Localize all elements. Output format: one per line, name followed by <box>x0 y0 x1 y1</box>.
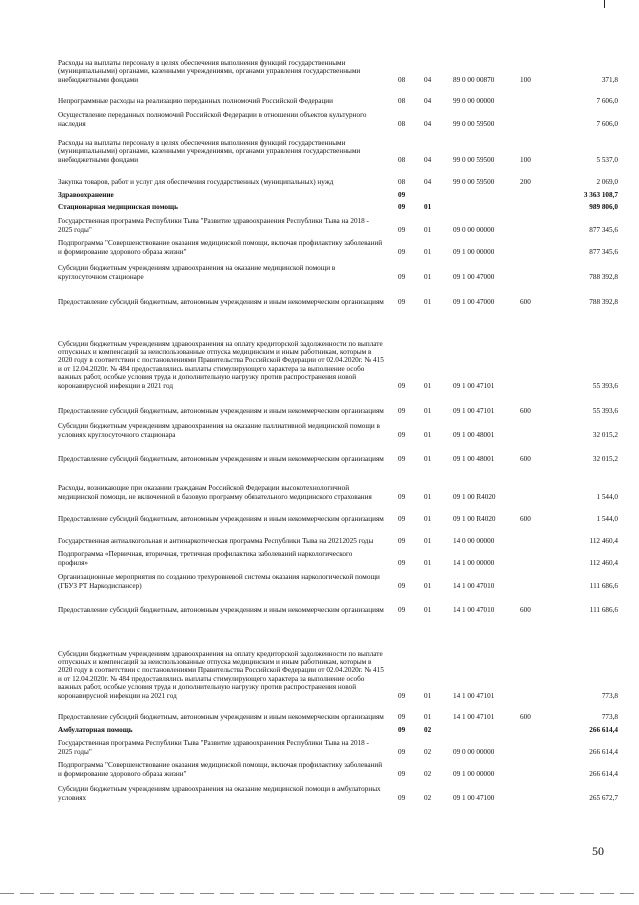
row-expense-type-code: 100 <box>520 75 531 84</box>
table-row <box>58 721 618 734</box>
row-amount: 1 544,0 <box>596 492 618 501</box>
row-amount: 788 392,8 <box>589 297 618 306</box>
row-section-code: 09 <box>398 605 406 614</box>
row-amount: 32 015,2 <box>592 430 618 439</box>
row-amount: 877 345,6 <box>589 225 618 234</box>
row-subsection-code: 01 <box>424 514 432 523</box>
row-section-code: 09 <box>398 691 406 700</box>
row-amount: 266 614,4 <box>589 747 618 756</box>
row-target-article-code: 14 0 00 00000 <box>453 536 495 545</box>
row-subsection-code: 01 <box>424 691 432 700</box>
row-amount: 7 606,0 <box>596 96 618 105</box>
row-description: Предоставление субсидий бюджетным, автономным учреждениям и иным некоммерческим организациям <box>58 406 384 415</box>
row-subsection-code: 01 <box>424 712 432 721</box>
table-row <box>58 463 618 501</box>
table-row <box>58 523 618 545</box>
row-description: Непрограммные расходы на реализацию переданных полномочий Российской Федерации <box>58 96 333 105</box>
row-section-code: 09 <box>398 514 406 523</box>
row-section-code: 08 <box>398 155 406 164</box>
table-row <box>58 48 618 84</box>
row-section-code: 08 <box>398 75 406 84</box>
row-amount: 111 686,6 <box>589 605 618 614</box>
row-description: Осуществление переданных полномочий Российской Федерации в отношении объектов культурного наследия <box>58 111 367 128</box>
row-amount: 989 806,0 <box>589 202 618 211</box>
row-subsection-code: 04 <box>424 96 432 105</box>
row-description: Подпрограмма "Совершенствование оказания медицинской помощи, включая профилактику заболеваний и формирование здорового образа жизни" <box>58 761 383 778</box>
row-amount: 111 686,6 <box>589 581 618 590</box>
scan-mark <box>604 0 605 8</box>
row-target-article-code: 99 0 00 59500 <box>453 119 495 128</box>
row-subsection-code: 02 <box>424 793 432 802</box>
row-section-code: 09 <box>398 247 406 256</box>
row-target-article-code: 09 1 00 47101 <box>453 406 495 415</box>
row-target-article-code: 14 1 00 47010 <box>453 605 495 614</box>
row-amount: 3 363 108,7 <box>583 190 618 199</box>
row-amount: 55 393,6 <box>592 381 618 390</box>
row-target-article-code: 09 1 00 R4020 <box>453 492 496 501</box>
row-subsection-code: 01 <box>424 430 432 439</box>
row-subsection-code: 01 <box>424 558 432 567</box>
row-description: Стационарная медицинская помощь <box>58 202 178 211</box>
row-target-article-code: 09 0 00 00000 <box>453 225 495 234</box>
row-amount: 877 345,6 <box>589 247 618 256</box>
row-section-code: 08 <box>398 96 406 105</box>
row-description: Субсидии бюджетным учреждениям здравоохранения на оказание медицинской помощи в круглосуточном стационаре <box>58 264 336 281</box>
row-description: Субсидии бюджетным учреждениям здравоохранения на оказание паллиативной медицинской помощи в условиях круглосуточного стационара <box>58 422 380 439</box>
row-target-article-code: 09 1 00 R4020 <box>453 514 496 523</box>
row-target-article-code: 14 1 00 00000 <box>453 558 495 567</box>
row-description: Подпрограмма «Первичная, вторичная, третичная профилактика заболеваний наркологического профиля» <box>58 550 353 567</box>
row-section-code: 09 <box>398 769 406 778</box>
row-description: Субсидии бюджетным учреждениям здравоохранения на оплату кредиторской задолженности по выплате отпускных и компенсаций за неиспользованные отпуска медицинским и иным работникам, которым в 2020 году в соответствии с постановлениями Правительства Российской Федерации от 02.04.2020г. № 415 и от 12.04.2020г. № 484 предоставлялись выплаты стимулирующего характера за выполнение особо важных работ, особые условия труда и дополнительную нагрузку против распространения новой коронавирусной инфекции в 2021 год <box>58 339 384 390</box>
row-section-code: 09 <box>398 202 406 211</box>
row-section-code: 09 <box>398 725 406 734</box>
row-subsection-code: 01 <box>424 536 432 545</box>
row-subsection-code: 04 <box>424 177 432 186</box>
table-row <box>58 567 618 590</box>
row-section-code: 09 <box>398 558 406 567</box>
row-description: Предоставление субсидий бюджетным, автономным учреждениям и иным некоммерческим организациям <box>58 605 384 614</box>
row-amount: 266 614,4 <box>589 769 618 778</box>
row-amount: 1 544,0 <box>596 514 618 523</box>
row-target-article-code: 09 1 00 00000 <box>453 247 495 256</box>
table-row <box>58 439 618 463</box>
row-description: Государственная антиалкогольная и антинаркотическая программа Республики Тыва на 20212025 годы <box>58 536 374 545</box>
row-amount: 2 069,0 <box>596 177 618 186</box>
row-target-article-code: 99 0 00 00000 <box>453 96 495 105</box>
table-row <box>58 256 618 281</box>
table-row <box>58 590 618 614</box>
row-section-code: 09 <box>398 454 406 463</box>
page-number: 50 <box>592 844 604 858</box>
row-section-code: 09 <box>398 406 406 415</box>
row-section-code: 09 <box>398 297 406 306</box>
row-amount: 773,8 <box>601 712 618 721</box>
row-section-code: 09 <box>398 225 406 234</box>
row-subsection-code: 01 <box>424 202 432 211</box>
row-description: Предоставление субсидий бюджетным, автономным учреждениям и иным некоммерческим организациям <box>58 712 384 721</box>
row-description: Организационные мероприятия по созданию трехуровневой системы оказания наркологической помощи (ГБУЗ РТ Наркодиспансер) <box>58 573 380 590</box>
row-target-article-code: 99 0 00 59500 <box>453 155 495 164</box>
row-amount: 32 015,2 <box>592 454 618 463</box>
row-amount: 773,8 <box>601 691 618 700</box>
table-row <box>58 211 618 234</box>
row-section-code: 09 <box>398 190 406 199</box>
row-section-code: 09 <box>398 381 406 390</box>
row-description: Субсидии бюджетным учреждениям здравоохранения на оказание медицинской помощи в амбулаторных условиях <box>58 785 381 802</box>
row-subsection-code: 02 <box>424 769 432 778</box>
row-section-code: 09 <box>398 492 406 501</box>
row-subsection-code: 01 <box>424 406 432 415</box>
row-amount: 265 672,7 <box>589 793 618 802</box>
row-target-article-code: 14 1 00 47101 <box>453 712 495 721</box>
row-subsection-code: 01 <box>424 247 432 256</box>
row-target-article-code: 14 1 00 47010 <box>453 581 495 590</box>
row-subsection-code: 01 <box>424 605 432 614</box>
row-description: Расходы на выплаты персоналу в целях обеспечения выполнения функций государственными (муниципальными) органами, казенными учреждениями, органами управления государственными внебюджетными фондами <box>58 138 361 164</box>
row-amount: 371,8 <box>601 75 618 84</box>
row-subsection-code: 01 <box>424 581 432 590</box>
row-section-code: 09 <box>398 712 406 721</box>
row-description: Расходы, возникающие при оказании гражданам Российской Федерации высокотехнологичной медицинской помощи, не включенной в базовую программу обязательного медицинского страхования <box>58 484 372 501</box>
row-target-article-code: 09 1 00 47000 <box>453 297 495 306</box>
table-row <box>58 306 618 390</box>
row-section-code: 09 <box>398 536 406 545</box>
row-subsection-code: 01 <box>424 272 432 281</box>
row-amount: 7 606,0 <box>596 119 618 128</box>
row-amount: 788 392,8 <box>589 272 618 281</box>
table-row <box>58 281 618 306</box>
row-expense-type-code: 100 <box>520 155 531 164</box>
row-subsection-code: 01 <box>424 225 432 234</box>
table-row <box>58 545 618 567</box>
row-section-code: 09 <box>398 793 406 802</box>
row-target-article-code: 99 0 00 59500 <box>453 177 495 186</box>
row-subsection-code: 04 <box>424 119 432 128</box>
row-description: Государственная программа Республики Тыва "Развитие здравоохранения Республики Тыва на 2018 - 2025 годы" <box>58 739 369 756</box>
row-description: Государственная программа Республики Тыва "Развитие здравоохранения Республики Тыва на 2018 - 2025 годы" <box>58 217 369 234</box>
row-amount: 112 460,4 <box>589 558 618 567</box>
row-subsection-code: 02 <box>424 725 432 734</box>
table-row <box>58 164 618 186</box>
row-amount: 112 460,4 <box>589 536 618 545</box>
row-expense-type-code: 200 <box>520 177 531 186</box>
table-row <box>58 234 618 256</box>
row-amount: 266 614,4 <box>589 725 618 734</box>
row-description: Закупка товаров, работ и услуг для обеспечения государственных (муниципальных) нужд <box>58 177 334 186</box>
row-section-code: 09 <box>398 581 406 590</box>
row-subsection-code: 04 <box>424 75 432 84</box>
row-description: Подпрограмма "Совершенствование оказания медицинской помощи, включая профилактику заболеваний и формирование здорового образа жизни" <box>58 239 383 256</box>
row-description: Здравоохранение <box>58 190 114 199</box>
row-subsection-code: 01 <box>424 381 432 390</box>
row-section-code: 09 <box>398 430 406 439</box>
row-amount: 55 393,6 <box>592 406 618 415</box>
table-row <box>58 700 618 721</box>
row-description: Расходы на выплаты персоналу в целях обеспечения выполнения функций государственными (муниципальными) органами, казенными учреждениями, органами управления государственными внебюджетными фондами <box>58 58 361 84</box>
table-row <box>58 614 618 700</box>
row-description: Предоставление субсидий бюджетным, автономным учреждениям и иным некоммерческим организациям <box>58 514 384 523</box>
row-target-article-code: 09 1 00 47100 <box>453 793 495 802</box>
table-row <box>58 778 618 802</box>
row-section-code: 09 <box>398 272 406 281</box>
table-row <box>58 186 618 199</box>
table-row <box>58 734 618 756</box>
row-target-article-code: 09 0 00 00000 <box>453 747 495 756</box>
row-description: Предоставление субсидий бюджетным, автономным учреждениям и иным некоммерческим организациям <box>58 454 384 463</box>
row-target-article-code: 09 1 00 47000 <box>453 272 495 281</box>
row-subsection-code: 01 <box>424 297 432 306</box>
table-row <box>58 199 618 211</box>
table-row <box>58 390 618 415</box>
row-section-code: 08 <box>398 177 406 186</box>
row-subsection-code: 01 <box>424 454 432 463</box>
table-row <box>58 415 618 439</box>
row-expense-type-code: 600 <box>520 605 531 614</box>
row-subsection-code: 02 <box>424 747 432 756</box>
row-expense-type-code: 600 <box>520 712 531 721</box>
table-row <box>58 84 618 105</box>
row-description: Субсидии бюджетным учреждениям здравоохранения на оплату кредиторской задолженности по выплате отпускных и компенсаций за неиспользованные отпуска медицинским и иным работникам, которым в 2020 году в соответствии с постановлениями Правительства Российской Федерации от 02.04.2020г. № 415 и от 12.04.2020г. № 484 предоставлялись выплаты стимулирующего характера за выполнение особо важных работ, особые условия труда и дополнительную нагрузку против распространения новой коронавирусной инфекции на 2021 год <box>58 649 384 700</box>
row-target-article-code: 09 1 00 00000 <box>453 769 495 778</box>
scan-edge <box>0 893 639 894</box>
row-target-article-code: 89 0 00 00870 <box>453 75 495 84</box>
table-row <box>58 128 618 164</box>
row-expense-type-code: 600 <box>520 514 531 523</box>
row-description: Предоставление субсидий бюджетным, автономным учреждениям и иным некоммерческим организациям <box>58 297 384 306</box>
row-subsection-code: 04 <box>424 155 432 164</box>
row-expense-type-code: 600 <box>520 406 531 415</box>
table-row <box>58 756 618 778</box>
row-expense-type-code: 600 <box>520 297 531 306</box>
row-target-article-code: 09 1 00 48001 <box>453 454 495 463</box>
row-amount: 5 537,0 <box>596 155 618 164</box>
budget-table <box>58 48 618 802</box>
row-expense-type-code: 600 <box>520 454 531 463</box>
row-description: Амбулаторная помощь <box>58 725 133 734</box>
table-row <box>58 501 618 523</box>
row-target-article-code: 09 1 00 48001 <box>453 430 495 439</box>
row-subsection-code: 01 <box>424 492 432 501</box>
table-row <box>58 105 618 128</box>
row-section-code: 08 <box>398 119 406 128</box>
row-target-article-code: 14 1 00 47101 <box>453 691 495 700</box>
row-target-article-code: 09 1 00 47101 <box>453 381 495 390</box>
row-section-code: 09 <box>398 747 406 756</box>
